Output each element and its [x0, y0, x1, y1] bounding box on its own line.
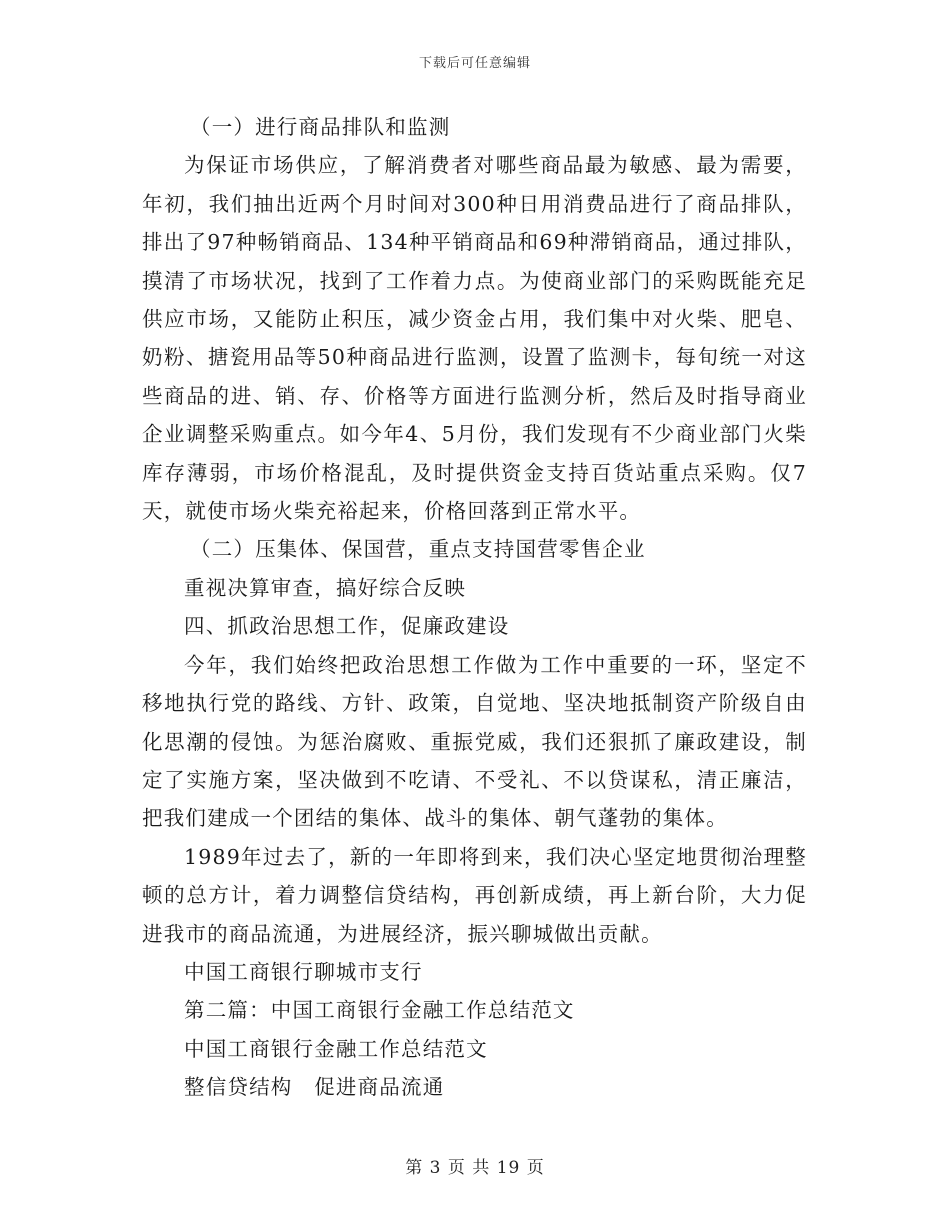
paragraph: 今年，我们始终把政治思想工作做为工作中重要的一环，坚定不移地执行党的路线、方针、政策，自觉地、坚决地抵制资产阶级自由化思潮的侵蚀。为惩治腐败、重振党威，我们还狠抓了廉政建设，制定了实施方案，坚决做到不吃请、不受礼、不以贷谋私，清正廉洁，把我们建成一个团结的集体、战斗的集体、朝气蓬勃的集体。 [142, 652, 807, 831]
page-number: 第 3 页 共 19 页 [405, 1158, 545, 1178]
section-heading: 四、抓政治思想工作，促廉政建设 [184, 614, 510, 639]
document-body [142, 108, 807, 1107]
section-heading: （二）压集体、保国营，重点支持国营零售企业 [190, 537, 646, 562]
paragraph: 重视决算审查，搞好综合反映 [184, 575, 467, 600]
document-title: 中国工商银行金融工作总结范文 [184, 1036, 488, 1061]
paragraph: 1989年过去了，新的一年即将到来，我们决心坚定地贯彻治理整顿的总方计，着力调整信贷结构，再创新成绩，再上新台阶，大力促进我市的商品流通，为进展经济，振兴聊城做出贡献。 [142, 844, 807, 946]
document-subtitle: 整信贷结构 促进商品流通 [184, 1075, 445, 1100]
header-note: 下载后可任意编辑 [418, 56, 531, 71]
signature-line: 中国工商银行聊城市支行 [184, 959, 423, 984]
chapter-title: 第二篇：中国工商银行金融工作总结范文 [184, 998, 575, 1023]
paragraph: 为保证市场供应，了解消费者对哪些商品最为敏感、最为需要，年初，我们抽出近两个月时间对300种日用消费品进行了商品排队，排出了97种畅销商品、134种平销商品和69种滞销商品，通过排队，摸清了市场状况，找到了工作着力点。为使商业部门的采购既能充足供应市场，又能防止积压，减少资金占用，我们集中对火柴、肥皂、奶粉、搪瓷用品等50种商品进行监测，设置了监测卡，每旬统一对这些商品的进、销、存、价格等方面进行监测分析，然后及时指导商业企业调整采购重点。如今年4、5月份，我们发现有不少商业部门火柴库存薄弱，市场价格混乱，及时提供资金支持百货站重点采购。仅7天，就使市场火柴充裕起来，价格回落到正常水平。 [142, 153, 807, 524]
section-heading: （一）进行商品排队和监测 [190, 115, 451, 139]
